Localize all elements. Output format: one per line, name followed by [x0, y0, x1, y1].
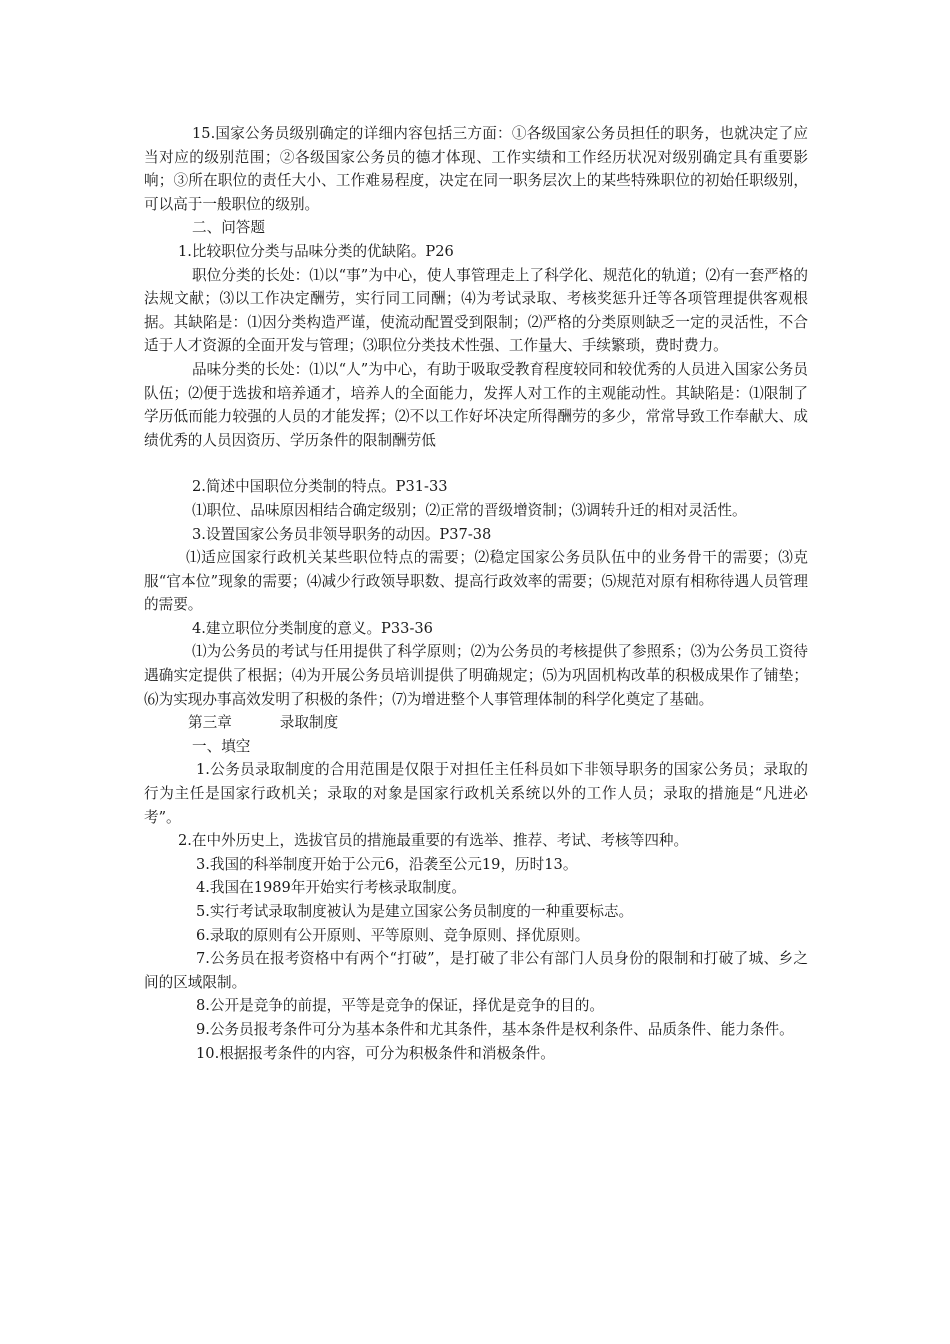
blank-gap — [144, 452, 808, 475]
question-4: 4.建立职位分类制度的意义。P33-36 — [192, 619, 433, 637]
fill-item-3: 3.我国的科举制度开始于公元6，沿袭至公元19，历时13。 — [196, 855, 578, 873]
fill-item-7: 7.公务员在报考资格中有两个“打破”，是打破了非公有部门人员身份的限制和打破了城、乡之间的区域限制。 — [144, 950, 808, 991]
answer-2: ⑴职位、品味原因相结合确定级别；⑵正常的晋级增资制；⑶调转升迁的相对灵活性。 — [192, 501, 747, 519]
section-heading-fill-blank: 一、填空 — [192, 737, 251, 755]
answer-4: ⑴为公务员的考试与任用提供了科学原则；⑵为公务员的考核提供了参照系；⑶为公务员工资待遇确实定提供了根据；⑷为开展公务员培训提供了明确规定；⑸为巩固机构改革的积极成果作了铺垫；⑹为实现办事高效发明了积极的条件；⑺为增进整个人事管理体制的科学化奠定了基础。 — [144, 643, 808, 708]
fill-item-4: 4.我国在1989年开始实行考核录取制度。 — [196, 879, 466, 897]
answer-1-position-classification: 职位分类的长处：⑴以“事”为中心，使人事管理走上了科学化、规范化的轨道；⑵有一套严格的法规文献；⑶以工作决定酬劳，实行同工同酬；⑷为考试录取、考核奖惩升迁等各项管理提供客观根据。其缺陷是：⑴因分类构造严谨，使流动配置受到限制；⑵严格的分类原则缺乏一定的灵活性，不合适于人才资源的全面开发与管理；⑶职位分类技术性强、工作量大、手续繁琐，费时费力。 — [144, 266, 808, 355]
fill-item-5: 5.实行考试录取制度被认为是建立国家公务员制度的一种重要标志。 — [196, 903, 634, 920]
question-1: 1.比较职位分类与品味分类的优缺陷。P26 — [178, 242, 454, 260]
fill-item-9: 9.公务员报考条件可分为基本条件和尤其条件，基本条件是权利条件、品质条件、能力条件。 — [196, 1020, 794, 1038]
chapter-number: 第三章 — [188, 714, 232, 732]
question-2: 2.简述中国职位分类制的特点。P31-33 — [192, 478, 448, 496]
section-heading-qa: 二、问答题 — [192, 219, 265, 237]
fill-item-10: 10.根据报考条件的内容，可分为积极条件和消极条件。 — [196, 1044, 555, 1062]
paragraph-item-15: 15.国家公务员级别确定的详细内容包括三方面：①各级国家公务员担任的职务，也就决定了应当对应的级别范围；②各级国家公务员的德才体现、工作实绩和工作经历状况对级别确定具有重要影响；③所在职位的责任大小、工作难易程度，决定在同一职务层次上的某些特殊职位的初始任职级别，可以高于一般职位的级别。 — [144, 125, 808, 213]
chapter-title: 录取制度 — [279, 714, 339, 732]
answer-1-rank-classification: 品味分类的长处：⑴以“人”为中心，有助于吸取受教育程度较同和较优秀的人员进入国家公务员队伍；⑵便于选拔和培养通才，培养人的全面能力，发挥人对工作的主观能动性。其缺陷是：⑴限制了学历低而能力较强的人员的才能发挥；⑵不以工作好坏决定所得酬劳的多少，常常导致工作奉献大、成绩优秀的人员因资历、学历条件的限制酬劳低 — [144, 360, 808, 449]
fill-item-6: 6.录取的原则有公开原则、平等原则、竞争原则、择优原则。 — [196, 926, 590, 944]
chapter-heading — [144, 711, 808, 735]
answer-3: ⑴适应国家行政机关某些职位特点的需要；⑵稳定国家公务员队伍中的业务骨干的需要；⑶克服“官本位”现象的需要；⑷减少行政领导职数、提高行政效率的需要；⑸规范对原有相称待遇人员管理的需要。 — [144, 549, 808, 614]
document-body — [144, 122, 808, 1065]
fill-item-1: 1.公务员录取制度的合用范围是仅限于对担任主任科员如下非领导职务的国家公务员；录取的行为主任是国家行政机关；录取的对象是国家行政机关系统以外的工作人员；录取的措施是“凡进必考”。 — [144, 761, 808, 826]
question-3: 3.设置国家公务员非领导职务的动因。P37-38 — [192, 525, 492, 543]
fill-item-8: 8.公开是竞争的前提，平等是竞争的保证，择优是竞争的目的。 — [196, 997, 604, 1015]
fill-item-2: 2.在中外历史上，选拔官员的措施最重要的有选举、推荐、考试、考核等四种。 — [178, 832, 689, 850]
